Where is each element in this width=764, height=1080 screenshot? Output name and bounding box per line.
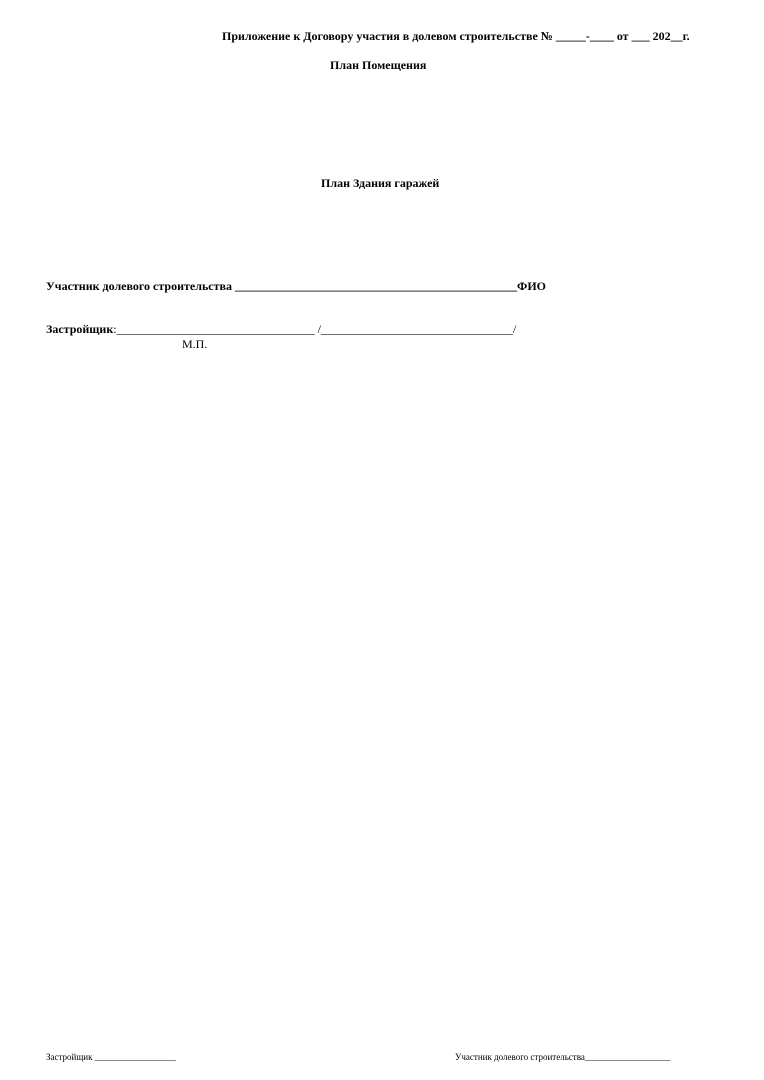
developer-signature-line [46, 322, 516, 336]
appendix-title: Приложение к Договору участия в долевом строительстве № _____-____ от ___ 202__г. [222, 29, 690, 43]
developer-footer: Застройщик __________________ [46, 1052, 176, 1062]
premises-plan-title: План Помещения [330, 58, 427, 72]
seal-label: М.П. [182, 337, 208, 351]
building-plan-title: План Здания гаражей [321, 176, 440, 190]
participant-footer: Участник долевого строительства___________________ [455, 1052, 671, 1062]
participant-signature-line: Участник долевого строительства _______________________________________________ФИО [46, 279, 546, 293]
developer-label: Застройщик [46, 322, 114, 336]
developer-signature-blanks: :_________________________________ /________________________________/ [113, 322, 517, 336]
